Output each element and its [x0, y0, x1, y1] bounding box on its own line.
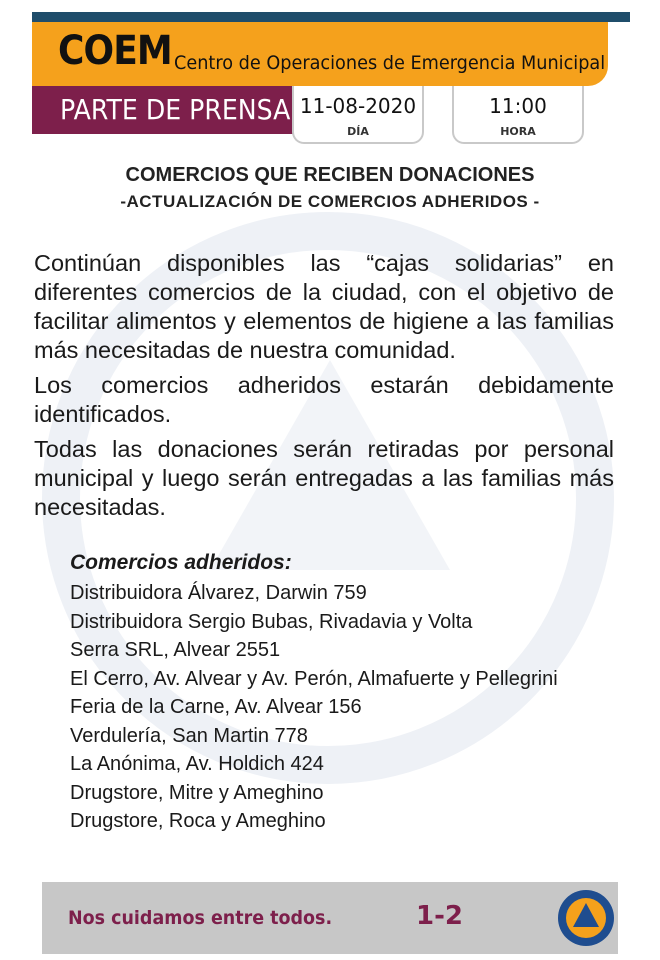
date-label: DÍA: [347, 125, 369, 138]
time-label: HORA: [500, 125, 536, 138]
footer-slogan: Nos cuidamos entre todos.: [68, 907, 333, 929]
list-item: La Anónima, Av. Holdich 424: [70, 753, 324, 775]
merchant-list-title: Comercios adheridos:: [70, 551, 292, 574]
list-item: Verdulería, San Martin 778: [70, 724, 308, 747]
org-full-name: Centro de Operaciones de Emergencia Municipal: [174, 52, 606, 74]
time-value: 11:00: [489, 94, 547, 118]
time-box: [452, 86, 584, 144]
list-item: Distribuidora Álvarez, Darwin 759: [70, 582, 367, 604]
date-value: 11-08-2020: [299, 94, 417, 118]
list-item: El Cerro, Av. Alvear y Av. Perón, Almafuerte y Pellegrini: [70, 667, 558, 690]
document-title: COMERCIOS QUE RECIBEN DONACIONES: [125, 164, 535, 186]
body-text: [34, 249, 614, 528]
page-number: 1-2: [416, 901, 463, 931]
document-subtitle: -ACTUALIZACIÓN DE COMERCIOS ADHERIDOS -: [120, 192, 540, 211]
list-item: Drugstore, Roca y Ameghino: [70, 810, 326, 832]
paragraph: Los comercios adheridos estarán debidamente identificados.: [34, 372, 614, 427]
civil-protection-logo-icon: [556, 888, 616, 948]
press-banner-label: PARTE DE PRENSA: [60, 93, 291, 126]
org-short-name: COEM: [58, 28, 172, 74]
header-top-stripe: [32, 12, 630, 22]
merchant-list: [70, 551, 590, 836]
list-item: Serra SRL, Alvear 2551: [70, 639, 281, 661]
date-box: [292, 86, 424, 144]
paragraph: Todas las donaciones serán retiradas por personal municipal y luego serán entregadas a las familias más necesitadas.: [34, 436, 614, 520]
list-item: Distribuidora Sergio Bubas, Rivadavia y Volta: [70, 610, 473, 633]
list-item: Drugstore, Mitre y Ameghino: [70, 781, 324, 804]
list-item: Feria de la Carne, Av. Alvear 156: [70, 696, 362, 718]
paragraph: Continúan disponibles las “cajas solidarias” en diferentes comercios de la ciudad, con el objetivo de facilitar alimentos y elementos de higiene a las familias más necesitadas de nuestra comunidad.: [34, 250, 614, 363]
